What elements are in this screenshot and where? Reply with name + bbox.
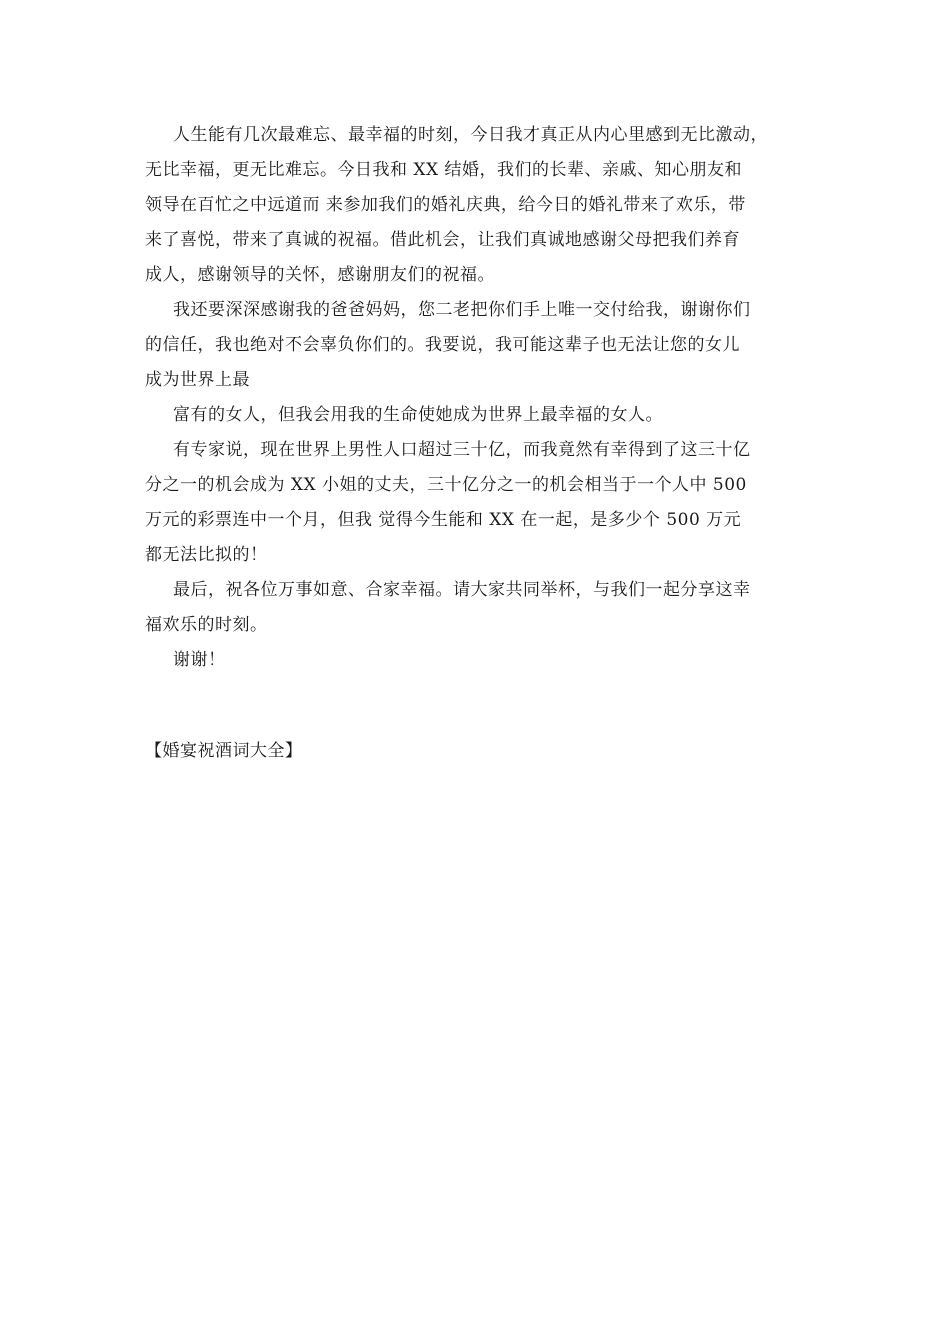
text-line: 最后，祝各位万事如意、合家幸福。请大家共同举杯，与我们一起分享这幸: [173, 580, 751, 600]
text-line: 领导在百忙之中远道而 来参加我们的婚礼庆典，给今日的婚礼带来了欢乐，带: [145, 195, 746, 215]
text-line: 谢谢！: [173, 650, 226, 670]
text-line: 福欢乐的时刻。: [145, 615, 268, 635]
text-line: 分之一的机会成为 XX 小姐的丈夫，三十亿分之一的机会相当于一个人中 500: [145, 475, 747, 495]
text-line: 无比幸福，更无比难忘。今日我和 XX 结婚，我们的长辈、亲戚、知心朋友和: [145, 160, 743, 180]
text-line: 富有的女人，但我会用我的生命使她成为世界上最幸福的女人。: [173, 405, 663, 425]
text-line: 都无法比拟的！: [145, 545, 268, 565]
text-line: 我还要深深感谢我的爸爸妈妈，您二老把你们手上唯一交付给我，谢谢你们: [173, 300, 751, 320]
text-line: 成为世界上最: [145, 370, 250, 390]
text-line: 有专家说，现在世界上男性人口超过三十亿，而我竟然有幸得到了这三十亿: [173, 440, 751, 460]
section-title: 【婚宴祝酒词大全】: [145, 741, 303, 761]
speech-body: [145, 118, 815, 678]
text-line: 成人，感谢领导的关怀，感谢朋友们的祝福。: [145, 265, 495, 285]
text-line: 万元的彩票连中一个月，但我 觉得今生能和 XX 在一起，是多少个 500 万元: [145, 510, 742, 530]
text-line: 来了喜悦，带来了真诚的祝福。借此机会，让我们真诚地感谢父母把我们养育: [145, 230, 740, 250]
text-line: 人生能有几次最难忘、最幸福的时刻，今日我才真正从内心里感到无比激动，: [173, 125, 768, 145]
text-line: 的信任，我也绝对不会辜负你们的。我要说，我可能这辈子也无法让您的女儿: [145, 335, 740, 355]
